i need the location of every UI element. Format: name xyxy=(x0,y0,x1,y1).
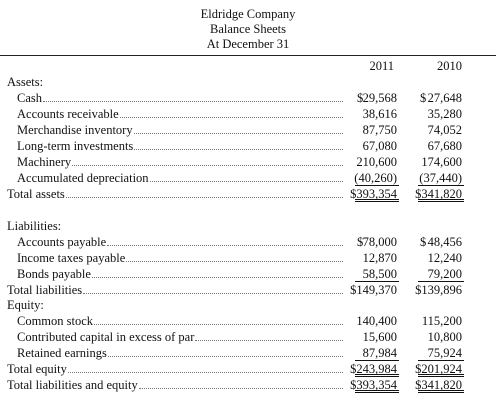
leader-dots xyxy=(120,107,343,118)
statement-row xyxy=(0,266,496,282)
statement-row xyxy=(0,138,496,154)
value-2011 xyxy=(355,250,399,266)
statement-row xyxy=(0,361,496,377)
currency-symbol: $ xyxy=(357,235,364,249)
currency-symbol: $ xyxy=(357,91,364,105)
row-label xyxy=(17,106,343,122)
value-2011 xyxy=(350,282,399,298)
row-label xyxy=(17,266,343,282)
row-label xyxy=(17,138,343,154)
amount: 35,280 xyxy=(427,107,462,121)
amount: 58,500 xyxy=(362,267,397,281)
statement-row xyxy=(0,122,496,138)
row-label-text: Total equity xyxy=(7,362,67,376)
currency-symbol: $ xyxy=(420,91,427,105)
row-label xyxy=(7,282,343,298)
value-2010 xyxy=(418,329,464,345)
leader-dots xyxy=(68,362,343,373)
amount: 48,456 xyxy=(427,235,462,249)
row-label-text: Machinery xyxy=(17,155,72,169)
amount: 74,052 xyxy=(427,123,462,137)
value-2011 xyxy=(355,234,399,250)
row-label-text: Equity: xyxy=(7,298,44,312)
row-label xyxy=(7,297,44,313)
row-label-text: Accounts payable xyxy=(17,235,107,249)
amount: $243,984 xyxy=(350,362,397,376)
row-label xyxy=(7,74,43,90)
statement-row xyxy=(0,154,496,170)
statement-row xyxy=(0,282,496,298)
year-header-2010: 2010 xyxy=(437,59,462,73)
value-2010 xyxy=(415,361,464,377)
leader-dots xyxy=(72,155,343,166)
value-2010 xyxy=(418,138,464,154)
row-label-text: Total liabilities and equity xyxy=(7,378,138,392)
statement-row xyxy=(0,250,496,266)
value-2010 xyxy=(418,154,464,170)
value-2010 xyxy=(415,377,464,393)
statement-title: Balance Sheets xyxy=(209,22,286,36)
value-2011 xyxy=(355,329,399,345)
leader-dots xyxy=(92,267,343,278)
row-label-text: Bonds payable xyxy=(17,267,91,281)
currency-symbol: $ xyxy=(420,235,427,249)
value-2010 xyxy=(418,266,464,282)
row-label-text: Common stock xyxy=(17,314,94,328)
row-label xyxy=(17,154,343,170)
leader-dots xyxy=(94,314,343,325)
statement-row xyxy=(0,377,496,393)
amount: 38,616 xyxy=(362,107,397,121)
statement-row xyxy=(0,234,496,250)
amount: 79,200 xyxy=(427,267,462,281)
row-label xyxy=(17,250,343,266)
row-label xyxy=(7,377,343,393)
value-2010 xyxy=(418,250,464,266)
row-label xyxy=(17,170,343,186)
amount: 15,600 xyxy=(362,330,397,344)
amount: 75,924 xyxy=(427,346,462,360)
value-2011 xyxy=(350,377,399,393)
row-label xyxy=(17,345,343,361)
statement-row xyxy=(0,313,496,329)
value-2010 xyxy=(418,90,464,106)
leader-dots xyxy=(150,171,343,182)
value-2010 xyxy=(418,234,464,250)
value-2011 xyxy=(355,138,399,154)
row-label-text: Long-term investments xyxy=(17,139,134,153)
leader-dots xyxy=(134,123,343,134)
amount: 115,200 xyxy=(421,314,462,328)
value-2011 xyxy=(355,122,399,138)
statement-row xyxy=(0,170,496,186)
amount: $393,354 xyxy=(350,378,397,392)
row-label-text: Accounts receivable xyxy=(17,107,119,121)
row-label-text: Retained earnings xyxy=(17,346,107,360)
leader-dots xyxy=(126,251,343,262)
leader-dots xyxy=(134,139,343,150)
amount: (37,440) xyxy=(419,171,462,185)
row-label xyxy=(7,218,61,234)
company-name: Eldridge Company xyxy=(200,7,296,21)
row-label-text: Cash xyxy=(17,91,42,105)
row-label xyxy=(17,329,343,345)
row-label xyxy=(7,186,343,202)
amount: 78,000 xyxy=(362,235,397,249)
row-label-text: Total assets xyxy=(7,187,65,201)
value-2011 xyxy=(355,170,399,186)
row-label-text: Total liabilities xyxy=(7,283,83,297)
amount: $201,924 xyxy=(415,362,462,376)
amount: 174,600 xyxy=(421,155,462,169)
value-2010 xyxy=(418,313,464,329)
row-label xyxy=(17,234,343,250)
row-label xyxy=(17,90,343,106)
amount: 12,870 xyxy=(362,251,397,265)
value-2011 xyxy=(355,313,399,329)
amount: $341,820 xyxy=(415,378,462,392)
row-label-text: Merchandise inventory xyxy=(17,123,133,137)
row-label-text: Accumulated depreciation xyxy=(17,171,149,185)
value-2011 xyxy=(355,345,399,361)
leader-dots xyxy=(108,346,343,357)
value-2010 xyxy=(418,122,464,138)
leader-dots xyxy=(139,378,343,389)
amount: 27,648 xyxy=(427,91,462,105)
statement-date: At December 31 xyxy=(206,37,290,51)
statement-row xyxy=(0,74,496,90)
value-2011 xyxy=(355,106,399,122)
amount: 140,400 xyxy=(356,314,397,328)
row-label-text: Assets: xyxy=(7,75,44,89)
row-label xyxy=(17,122,343,138)
row-label-text: Contributed capital in excess of par xyxy=(17,330,195,344)
statement-row xyxy=(0,345,496,361)
value-2011 xyxy=(350,186,399,202)
leader-dots xyxy=(66,187,343,198)
leader-dots xyxy=(107,235,343,246)
leader-dots xyxy=(43,91,343,102)
row-label xyxy=(17,313,343,329)
statement-row xyxy=(0,106,496,122)
leader-dots xyxy=(83,283,343,294)
amount: 67,080 xyxy=(362,139,397,153)
row-label-text: Liabilities: xyxy=(7,219,62,233)
amount: (40,260) xyxy=(354,171,397,185)
value-2010 xyxy=(418,345,464,361)
value-2011 xyxy=(355,154,399,170)
value-2011 xyxy=(355,90,399,106)
row-label xyxy=(7,361,343,377)
statement-row xyxy=(0,329,496,345)
amount: 29,568 xyxy=(362,91,397,105)
value-2010 xyxy=(415,186,464,202)
amount: $341,820 xyxy=(415,187,462,201)
statement-header xyxy=(0,0,496,56)
statement-row xyxy=(0,218,496,234)
statement-row xyxy=(0,90,496,106)
year-header-2011: 2011 xyxy=(369,59,394,73)
amount: $139,896 xyxy=(415,283,462,297)
amount: 210,600 xyxy=(356,155,397,169)
statement-row xyxy=(0,297,496,313)
amount: 12,240 xyxy=(427,251,462,265)
amount: 10,800 xyxy=(427,330,462,344)
amount: $393,354 xyxy=(350,187,397,201)
value-2010 xyxy=(418,170,464,186)
amount: 67,680 xyxy=(427,139,462,153)
value-2010 xyxy=(415,282,464,298)
value-2011 xyxy=(350,361,399,377)
value-2011 xyxy=(355,266,399,282)
row-label-text: Income taxes payable xyxy=(17,251,126,265)
statement-row xyxy=(0,186,496,202)
amount: 87,750 xyxy=(362,123,397,137)
leader-dots xyxy=(195,330,343,341)
amount: $149,370 xyxy=(350,283,397,297)
value-2010 xyxy=(418,106,464,122)
amount: 87,984 xyxy=(362,346,397,360)
